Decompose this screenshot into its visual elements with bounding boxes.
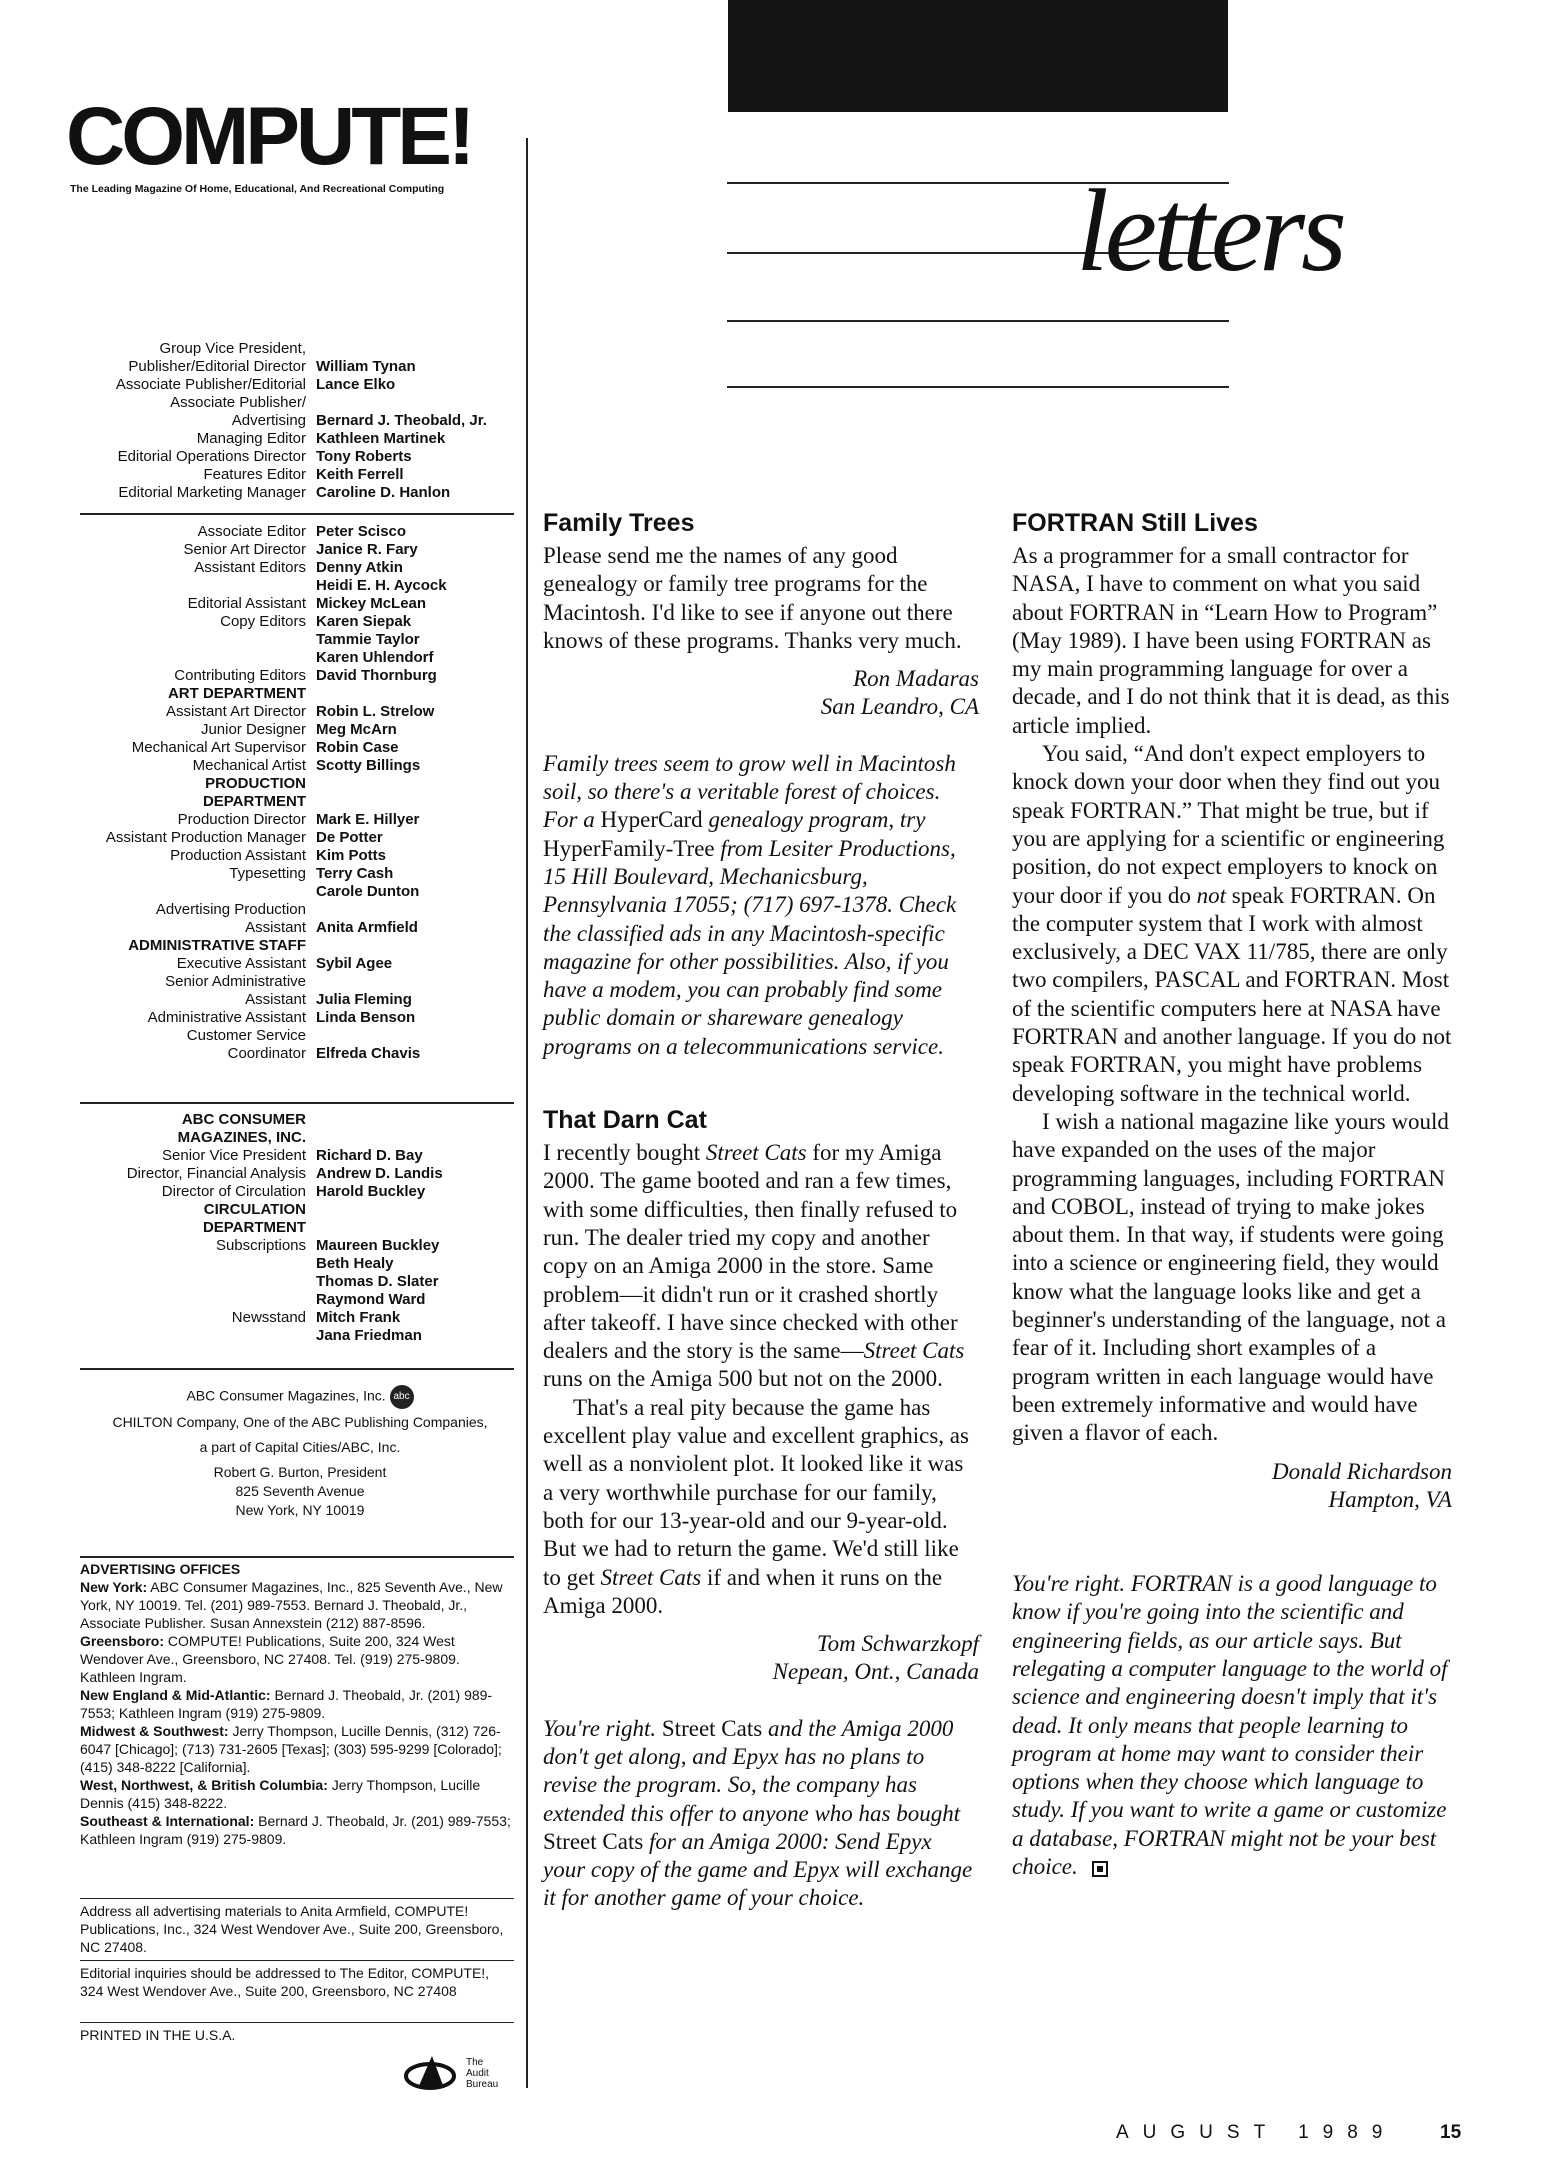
end-of-article-icon bbox=[1092, 1861, 1108, 1877]
staff-row bbox=[80, 595, 520, 613]
letter-body-fortran-2 bbox=[1012, 740, 1452, 1108]
body-text: You said, “And don't expect employers to knock down your door when they find out you speak FORTRAN.” That might be true, but if you are applying for a scientific or engineering position, do not expect employers to knock on your door if you do bbox=[1012, 741, 1445, 908]
staff-row bbox=[80, 667, 520, 685]
office-region: New York: bbox=[80, 1579, 148, 1595]
magazine-tagline: The Leading Magazine Of Home, Educational, And Recreational Computing bbox=[70, 183, 445, 195]
staff-name: Anita Armfield bbox=[316, 919, 418, 936]
letter-signature-name: Ron Madaras bbox=[853, 666, 979, 692]
office-details: Bernard J. Theobald, Jr. (201) 989-7553; Kathleen Ingram (919) 275-9809. bbox=[80, 1813, 511, 1847]
staff-name: Jana Friedman bbox=[316, 1327, 422, 1344]
staff-name: Julia Fleming bbox=[316, 991, 412, 1008]
staff-name: Raymond Ward bbox=[316, 1291, 426, 1308]
audit-line-2: Audit bbox=[466, 2067, 489, 2079]
staff-row bbox=[80, 703, 520, 721]
staff-role: Associate Publisher/Editorial bbox=[115, 376, 306, 393]
audit-line-3: Bureau bbox=[466, 2078, 499, 2090]
staff-name: Terry Cash bbox=[316, 865, 394, 882]
staff-name: David Thornburg bbox=[316, 667, 437, 684]
staff-role: Associate Editor bbox=[197, 523, 306, 540]
letter-signature-place: San Leandro, CA bbox=[820, 694, 979, 720]
staff-name: Heidi E. H. Aycock bbox=[316, 577, 447, 594]
body-text: speak FORTRAN. On the computer system that I work with almost exclusively, a DEC VAX 11/785, there are only two compilers, PASCAL and FORTRAN. Most of the scientific computers here at NASA have FORTRAN and another language. If you do not speak FORTRAN, you might have problems developing software in the technical world. bbox=[1012, 882, 1452, 1106]
staff-role: Mechanical Art Supervisor bbox=[131, 739, 306, 756]
staff-name: Keith Ferrell bbox=[316, 466, 404, 483]
staff-name: William Tynan bbox=[316, 358, 416, 375]
abc-logo-icon: abc bbox=[390, 1385, 414, 1409]
section-title: letters bbox=[1076, 165, 1343, 296]
staff-role: Assistant bbox=[245, 919, 306, 936]
staff-name: Mark E. Hillyer bbox=[316, 811, 420, 828]
staff-role: Assistant Art Director bbox=[165, 703, 306, 720]
staff-name: Robin L. Strelow bbox=[316, 703, 435, 720]
staff-row bbox=[80, 757, 520, 775]
staff-role: Mechanical Artist bbox=[192, 757, 306, 774]
office-details: Bernard J. Theobald, Jr. (201) 989-7553; Kathleen Ingram (919) 275-9809. bbox=[80, 1687, 493, 1721]
staff-role: Advertising Production bbox=[155, 901, 306, 918]
staff-row bbox=[80, 541, 520, 559]
adv-rule-1 bbox=[80, 1898, 514, 1899]
column-divider bbox=[526, 138, 528, 2088]
staff-name: Lance Elko bbox=[316, 376, 396, 393]
emphasis-text: not bbox=[1196, 882, 1227, 908]
staff-role: DEPARTMENT bbox=[202, 1219, 306, 1236]
title-rule-4 bbox=[727, 386, 1229, 388]
staff-row bbox=[80, 1045, 520, 1063]
staff-name: Karen Uhlendorf bbox=[316, 649, 434, 666]
publisher-line-3: a part of Capital Cities/ABC, Inc. bbox=[199, 1439, 401, 1455]
staff-name: Tammie Taylor bbox=[316, 631, 420, 648]
staff-row bbox=[80, 1273, 520, 1291]
game-title: Street Cats bbox=[863, 1338, 965, 1364]
editorial-inquiries: Editorial inquiries should be addressed to The Editor, COMPUTE!, 324 West Wendover Ave., Suite 200, Greensboro, NC 27408 bbox=[80, 1965, 490, 1999]
staff-role: ADMINISTRATIVE STAFF bbox=[128, 937, 306, 954]
reply-product: Street Cats bbox=[543, 1828, 644, 1854]
game-title: Street Cats bbox=[600, 1564, 702, 1590]
staff-row bbox=[80, 1183, 520, 1201]
staff-row bbox=[80, 430, 520, 448]
advertising-office bbox=[80, 1722, 514, 1776]
staff-rule-1 bbox=[80, 513, 514, 515]
letter-body-fortran-1: As a programmer for a small contractor for NASA, I have to comment on what you said about FORTRAN in “Learn How to Program” (May 1989). I have been using FORTRAN as my main programming language for over a decade, and I do not think that it is dead, as this article implied. bbox=[1012, 543, 1450, 738]
staff-name: De Potter bbox=[316, 829, 383, 846]
staff-role: Production Assistant bbox=[170, 847, 306, 864]
reply-product: HyperCard bbox=[600, 807, 703, 833]
staff-role: ART DEPARTMENT bbox=[167, 685, 306, 702]
publisher-line-2: CHILTON Company, One of the ABC Publishing Companies, bbox=[112, 1414, 488, 1430]
advertising-office bbox=[80, 1578, 514, 1632]
reply-text: You're right. FORTRAN is a good language to know if you're going into the scientific and engineering fields, as our article says. But relegating a computer language to the world of science and engineering doesn't imply that it's dead. It only means that people learning to program at home may want to consider their options when they choose which language to study. If you want to write a game or customize a database, FORTRAN might not be your best choice. bbox=[1012, 1571, 1448, 1880]
office-region: New England & Mid-Atlantic: bbox=[80, 1687, 271, 1703]
staff-role: PRODUCTION bbox=[205, 775, 306, 792]
letter-signature-place: Nepean, Ont., Canada bbox=[772, 1659, 979, 1685]
staff-department-heading bbox=[80, 1219, 520, 1237]
staff-row bbox=[80, 919, 520, 937]
publisher-info bbox=[80, 1385, 520, 1520]
advertising-office bbox=[80, 1632, 514, 1686]
staff-row bbox=[80, 559, 520, 577]
staff-row bbox=[80, 1027, 520, 1045]
staff-role: Contributing Editors bbox=[174, 667, 306, 684]
letter-body-cat-1 bbox=[543, 1139, 979, 1394]
staff-role: ABC CONSUMER bbox=[181, 1111, 306, 1128]
staff-role: DEPARTMENT bbox=[202, 793, 306, 810]
staff-row bbox=[80, 376, 520, 394]
staff-name: Harold Buckley bbox=[316, 1183, 426, 1200]
reply-text: for an Amiga 2000: Send Epyx your copy of the game and Epyx will exchange it for another game of your choice. bbox=[543, 1828, 973, 1911]
advertising-office bbox=[80, 1776, 514, 1812]
masthead-black-bar bbox=[728, 0, 1228, 112]
staff-role: CIRCULATION bbox=[203, 1201, 306, 1218]
staff-name: Andrew D. Landis bbox=[316, 1165, 443, 1182]
staff-row bbox=[80, 811, 520, 829]
reply-text: You're right. bbox=[543, 1715, 662, 1741]
staff-row bbox=[80, 631, 520, 649]
staff-role: Junior Designer bbox=[200, 721, 306, 738]
staff-role bbox=[80, 1291, 316, 1309]
staff-role bbox=[80, 1273, 316, 1291]
reply-text: and the Amiga 2000 don't get along, and Epyx has no plans to revise the program. So, the company has extended this offer to anyone who has bought bbox=[543, 1715, 961, 1826]
staff-name: Robin Case bbox=[316, 739, 399, 756]
staff-row bbox=[80, 412, 520, 430]
staff-name: Mitch Frank bbox=[316, 1309, 401, 1326]
office-details: COMPUTE! Publications, Suite 200, 324 West Wendover Ave., Greensboro, NC 27408. Tel. (919) 275-9809. Kathleen Ingram. bbox=[80, 1633, 460, 1685]
staff-row bbox=[80, 847, 520, 865]
title-rule-3 bbox=[727, 320, 1229, 322]
page-number: 15 bbox=[1440, 2122, 1462, 2143]
staff-role: Production Director bbox=[177, 811, 306, 828]
staff-role: Newsstand bbox=[231, 1309, 306, 1326]
staff-name: Thomas D. Slater bbox=[316, 1273, 439, 1290]
staff-role bbox=[80, 1327, 316, 1345]
letter-signature-place: Hampton, VA bbox=[1328, 1486, 1452, 1512]
staff-name: Kim Potts bbox=[316, 847, 387, 864]
letter-signature-name: Tom Schwarzkopf bbox=[816, 1631, 979, 1657]
office-region: Southeast & International: bbox=[80, 1813, 255, 1829]
staff-row bbox=[80, 1309, 520, 1327]
staff-list-departments bbox=[80, 523, 520, 1063]
staff-row bbox=[80, 739, 520, 757]
staff-list-abc bbox=[80, 1111, 520, 1345]
staff-role bbox=[80, 1255, 316, 1273]
staff-row bbox=[80, 358, 520, 376]
staff-row bbox=[80, 1291, 520, 1309]
publisher-line-1: ABC Consumer Magazines, Inc. bbox=[186, 1387, 386, 1404]
staff-name: Tony Roberts bbox=[316, 448, 412, 465]
staff-role: Managing Editor bbox=[196, 430, 306, 447]
staff-role: Customer Service bbox=[186, 1027, 306, 1044]
body-text: I recently bought bbox=[543, 1140, 706, 1166]
staff-name: Carole Dunton bbox=[316, 883, 420, 900]
reply-text: Family trees seem to grow well in Macintosh soil, so there's a veritable forest of choices. For a bbox=[543, 750, 956, 833]
staff-role bbox=[80, 649, 316, 667]
letter-body-family-trees: Please send me the names of any good genealogy or family tree programs for the Macintosh. I'd like to see if anyone out there knows of these programs. Thanks very much. bbox=[543, 543, 962, 653]
staff-role: Senior Administrative bbox=[165, 973, 306, 990]
staff-role: Editorial Marketing Manager bbox=[118, 484, 306, 501]
letters-column-right bbox=[1012, 508, 1452, 1881]
publisher-line-4: Robert G. Burton, President bbox=[213, 1464, 387, 1480]
staff-role: Assistant bbox=[245, 991, 306, 1008]
advertising-office bbox=[80, 1812, 514, 1848]
staff-row bbox=[80, 1009, 520, 1027]
reply-product: Street Cats bbox=[661, 1715, 763, 1741]
office-region: West, Northwest, & British Columbia: bbox=[80, 1777, 328, 1793]
letters-column-middle bbox=[543, 508, 979, 1913]
advertising-offices bbox=[80, 1560, 514, 1848]
staff-row bbox=[80, 394, 520, 412]
staff-row bbox=[80, 829, 520, 847]
staff-role: Coordinator bbox=[227, 1045, 306, 1062]
staff-name: Bernard J. Theobald, Jr. bbox=[316, 412, 487, 429]
reply-text: genealogy program, try bbox=[702, 807, 926, 833]
staff-name: Peter Scisco bbox=[316, 523, 407, 540]
staff-row bbox=[80, 721, 520, 739]
staff-row bbox=[80, 484, 520, 502]
staff-row bbox=[80, 865, 520, 883]
staff-department-heading bbox=[80, 1111, 520, 1129]
body-text: runs on the Amiga 500 but not on the 2000. bbox=[543, 1366, 943, 1392]
staff-name: Caroline D. Hanlon bbox=[316, 484, 451, 501]
staff-role: Administrative Assistant bbox=[147, 1009, 306, 1026]
staff-row bbox=[80, 955, 520, 973]
advertising-heading: ADVERTISING OFFICES bbox=[80, 1561, 241, 1577]
staff-row bbox=[80, 613, 520, 631]
reply-text: from Lesiter Productions, 15 Hill Boulevard, Mechanicsburg, Pennsylvania 17055; (717) 697-1378. Check the classified ads in any Macintosh-specific magazine for other possibilities. Also, if you have a modem, you can probably find some public domain or shareware genealogy programs on a telecommunications service. bbox=[543, 835, 957, 1059]
staff-row bbox=[80, 466, 520, 484]
staff-role: Executive Assistant bbox=[176, 955, 306, 972]
adv-rule-2 bbox=[80, 1960, 514, 1961]
staff-row bbox=[80, 649, 520, 667]
staff-role: Assistant Production Manager bbox=[105, 829, 306, 846]
staff-department-heading bbox=[80, 793, 520, 811]
letter-title-family-trees: Family Trees bbox=[543, 509, 695, 537]
staff-role: Senior Vice President bbox=[162, 1147, 306, 1164]
adv-rule-3 bbox=[80, 2022, 514, 2023]
issue-date: AUGUST 1989 bbox=[1116, 2122, 1397, 2143]
staff-row bbox=[80, 883, 520, 901]
office-region: Midwest & Southwest: bbox=[80, 1723, 229, 1739]
staff-role bbox=[80, 883, 316, 901]
staff-role bbox=[80, 577, 316, 595]
audit-bureau-mark bbox=[404, 2052, 498, 2094]
editor-reply-family-trees bbox=[543, 750, 979, 1061]
staff-role: Typesetting bbox=[229, 865, 306, 882]
staff-row bbox=[80, 523, 520, 541]
staff-name: Linda Benson bbox=[316, 1009, 416, 1026]
staff-row bbox=[80, 901, 520, 919]
staff-rule-3 bbox=[80, 1368, 514, 1370]
staff-name: Beth Healy bbox=[316, 1255, 394, 1272]
staff-role: Copy Editors bbox=[220, 613, 306, 630]
reply-product: HyperFamily-Tree bbox=[543, 835, 715, 861]
staff-role: Advertising bbox=[231, 412, 306, 429]
staff-role: MAGAZINES, INC. bbox=[177, 1129, 306, 1146]
staff-list-editorial bbox=[80, 340, 520, 502]
office-details: ABC Consumer Magazines, Inc., 825 Seventh Ave., New York, NY 10019. Tel. (201) 989-7553. Bernard J. Theobald, Jr., Associate Publisher. Susan Annexstein (212) 887-8596. bbox=[80, 1579, 503, 1631]
staff-row bbox=[80, 1165, 520, 1183]
staff-department-heading bbox=[80, 685, 520, 703]
staff-name: Richard D. Bay bbox=[316, 1147, 423, 1164]
letter-signature-name: Donald Richardson bbox=[1272, 1458, 1452, 1484]
staff-name: Kathleen Martinek bbox=[316, 430, 446, 447]
staff-role: Director, Financial Analysis bbox=[126, 1165, 306, 1182]
advertising-office bbox=[80, 1686, 514, 1722]
staff-row bbox=[80, 1147, 520, 1165]
staff-name: Denny Atkin bbox=[316, 559, 403, 576]
staff-name: Janice R. Fary bbox=[316, 541, 418, 558]
staff-role: Subscriptions bbox=[215, 1237, 306, 1254]
office-details: Jerry Thompson, Lucille Dennis, (312) 726-6047 [Chicago]; (713) 731-2605 [Texas]; (303) 595-9299 [Colorado]; (415) 348-8222 [California]. bbox=[80, 1723, 502, 1775]
staff-row bbox=[80, 340, 520, 358]
staff-role: Associate Publisher/ bbox=[170, 394, 306, 411]
staff-role: Editorial Operations Director bbox=[117, 448, 306, 465]
staff-role: Group Vice President, bbox=[159, 340, 306, 357]
letter-body-cat-2 bbox=[543, 1394, 979, 1620]
staff-role: Editorial Assistant bbox=[187, 595, 306, 612]
staff-row bbox=[80, 973, 520, 991]
letter-title-that-darn-cat: That Darn Cat bbox=[543, 1106, 707, 1135]
body-text: if and when it runs on the Amiga 2000. bbox=[543, 1564, 943, 1618]
staff-name: Sybil Agee bbox=[316, 955, 393, 972]
staff-role: Features Editor bbox=[203, 466, 306, 483]
staff-name: Meg McArn bbox=[316, 721, 397, 738]
game-title: Street Cats bbox=[705, 1140, 807, 1166]
staff-role: Assistant Editors bbox=[194, 559, 306, 576]
staff-rule-2 bbox=[80, 1102, 514, 1104]
staff-name: Karen Siepak bbox=[316, 613, 412, 630]
staff-name: Scotty Billings bbox=[316, 757, 421, 774]
staff-department-heading bbox=[80, 937, 520, 955]
staff-department-heading bbox=[80, 775, 520, 793]
staff-rule-4 bbox=[80, 1556, 514, 1558]
editor-reply-fortran bbox=[1012, 1570, 1452, 1881]
body-text: That's a real pity because the game has excellent play value and excellent graphics, as well as a nonviolent plot. It looked like it was a very worthwhile purchase for our family, both for our 13-year-old and our 9-year-old. But we had to return the game. We'd still like to get bbox=[543, 1394, 969, 1590]
publisher-line-5: 825 Seventh Avenue bbox=[235, 1483, 365, 1499]
staff-row bbox=[80, 1327, 520, 1345]
publisher-line-6: New York, NY 10019 bbox=[235, 1502, 365, 1518]
staff-row bbox=[80, 448, 520, 466]
staff-row bbox=[80, 991, 520, 1009]
letter-title-fortran: FORTRAN Still Lives bbox=[1012, 509, 1258, 537]
staff-department-heading bbox=[80, 1201, 520, 1219]
staff-department-heading bbox=[80, 1129, 520, 1147]
staff-name: Maureen Buckley bbox=[316, 1237, 440, 1254]
advertising-office-list bbox=[80, 1578, 514, 1848]
office-details: Jerry Thompson, Lucille Dennis (415) 348-8222. bbox=[80, 1777, 481, 1811]
advertising-materials: Address all advertising materials to Anita Armfield, COMPUTE! Publications, Inc., 324 West Wendover Ave., Suite 200, Greensboro, NC 27408. bbox=[80, 1903, 504, 1955]
staff-role: Senior Art Director bbox=[183, 541, 306, 558]
editor-reply-cat bbox=[543, 1715, 979, 1913]
staff-row bbox=[80, 577, 520, 595]
staff-name: Elfreda Chavis bbox=[316, 1045, 421, 1062]
staff-role: Publisher/Editorial Director bbox=[128, 358, 306, 375]
staff-row bbox=[80, 1237, 520, 1255]
office-region: Greensboro: bbox=[80, 1633, 165, 1649]
body-text: for my Amiga 2000. The game booted and ran a few times, with some difficulties, then finally refused to run. The dealer tried my copy and another copy on an Amiga 2000 in the store. Same problem—it didn't run or it crashed shortly after takeoff. I have since checked with other dealers and the story is the same— bbox=[543, 1140, 958, 1364]
printed-in: PRINTED IN THE U.S.A. bbox=[80, 2027, 236, 2043]
staff-role: Director of Circulation bbox=[161, 1183, 306, 1200]
letter-body-fortran-3: I wish a national magazine like yours would have expanded on the uses of the major programming languages, including FORTRAN and COBOL, instead of trying to make jokes about them. In that way, if students were going into a science or engineering field, they would know what the language looks like and get a beginner's understanding of the language, not a fear of it. Including short examples of a program written in each language would have been extremely informative and would have given a flavor of each. bbox=[1012, 1108, 1449, 1446]
audit-line-1: The bbox=[466, 2056, 484, 2068]
magazine-logo: COMPUTE! bbox=[66, 91, 472, 182]
staff-role bbox=[80, 631, 316, 649]
staff-name: Mickey McLean bbox=[316, 595, 427, 612]
audit-bureau-logo-icon bbox=[404, 2052, 460, 2094]
staff-row bbox=[80, 1255, 520, 1273]
